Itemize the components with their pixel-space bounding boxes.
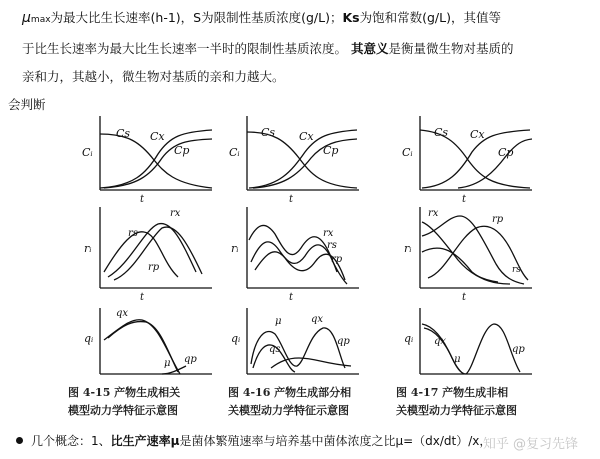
concept-intro: 几个概念：1、 <box>31 434 111 448</box>
label-ci: Cᵢ <box>82 146 93 159</box>
svg-text:rᵢ: rᵢ <box>231 242 239 255</box>
caption-4-17-line1: 图 4-17 产物生成非相 <box>396 386 509 399</box>
watermark: 知乎 @复习先锋 <box>482 437 578 452</box>
svg-text:qᵢ: qᵢ <box>404 332 414 345</box>
label-ri: rᵢ <box>84 242 92 255</box>
caption-4-16-line2: 关模型动力学特征示意图 <box>228 404 349 417</box>
label-t-c: t <box>140 194 145 205</box>
svg-text:Cx: Cx <box>470 128 485 141</box>
svg-text:rx: rx <box>428 208 439 219</box>
svg-text:Cᵢ: Cᵢ <box>229 146 240 159</box>
figure-4-17 <box>398 112 538 390</box>
mu-symbol: μ <box>22 10 31 26</box>
svg-text:rp: rp <box>492 214 504 225</box>
caption-4-15-line1: 图 4-15 产物生成相关 <box>68 386 181 399</box>
svg-text:Cp: Cp <box>498 146 514 159</box>
significance-term: 其意义 <box>350 41 389 56</box>
svg-text:t: t <box>289 194 294 205</box>
label-cs: Cs <box>116 127 131 140</box>
judge-label: 会判断 <box>8 97 46 112</box>
label-cp: Cp <box>174 144 190 157</box>
svg-text:qs: qs <box>269 344 281 355</box>
label-qp: qp <box>184 354 197 365</box>
label-qi: qᵢ <box>84 332 94 345</box>
svg-text:rᵢ: rᵢ <box>404 242 412 255</box>
svg-text:Cs: Cs <box>261 126 276 139</box>
caption-4-17-line2: 关模型动力学特征示意图 <box>396 404 517 417</box>
svg-text:rs: rs <box>512 265 521 275</box>
definition-line-1 <box>22 8 501 26</box>
mu-max-subscript: max <box>30 15 51 25</box>
label-t-r: t <box>140 292 145 303</box>
svg-text:Cx: Cx <box>299 130 314 143</box>
svg-text:rp: rp <box>331 254 343 265</box>
label-rp: rp <box>148 262 160 273</box>
label-mu: μ <box>164 358 171 369</box>
definition-line-3: 亲和力，其越小，微生物对基质的亲和力越大。 <box>22 69 285 84</box>
line2-text: 于比生长速率为最大比生长速率一半时的限制性基质浓度。 <box>22 41 351 56</box>
definition-line-2 <box>22 39 514 57</box>
concept-term: 比生产速率μ <box>110 434 180 448</box>
svg-text:rs: rs <box>327 240 337 251</box>
svg-text:μ: μ <box>275 316 282 327</box>
concept-bullet <box>16 432 491 449</box>
svg-text:μ: μ <box>454 354 461 365</box>
label-rx: rx <box>170 208 181 219</box>
svg-text:qp: qp <box>512 344 525 355</box>
svg-text:qx: qx <box>434 336 447 347</box>
concept-definition: 是菌体繁殖速率与培养基中菌体浓度之比μ=（dx/dt）/x， <box>179 434 492 448</box>
line1-text: 为最大比生长速率(h-1)，S为限制性基质浓度(g/L)； <box>50 10 343 25</box>
svg-text:t: t <box>462 194 467 205</box>
svg-text:qp: qp <box>337 336 350 347</box>
svg-text:qᵢ: qᵢ <box>231 332 241 345</box>
svg-text:t: t <box>462 292 467 303</box>
svg-text:Cp: Cp <box>323 144 339 157</box>
line2-text-2: 是衡量微生物对基质的 <box>388 41 514 56</box>
caption-4-16-line1: 图 4-16 产物生成部分相 <box>228 386 352 399</box>
label-qx: qx <box>116 308 129 319</box>
svg-text:Cs: Cs <box>434 126 449 139</box>
svg-text:Cᵢ: Cᵢ <box>402 146 413 159</box>
label-cx: Cx <box>150 130 165 143</box>
label-rs: rs <box>128 228 138 239</box>
figure-4-15 <box>78 112 218 390</box>
bullet-dot-icon <box>16 437 23 444</box>
svg-text:t: t <box>289 292 294 303</box>
figure-4-16 <box>225 112 365 390</box>
svg-text:qx: qx <box>311 314 324 325</box>
svg-text:rx: rx <box>323 228 334 239</box>
ks-term: Ks <box>342 10 360 25</box>
caption-4-15-line2: 模型动力学特征示意图 <box>68 404 178 417</box>
line1-text-2: 为饱和常数(g/L)，其值等 <box>359 10 501 25</box>
